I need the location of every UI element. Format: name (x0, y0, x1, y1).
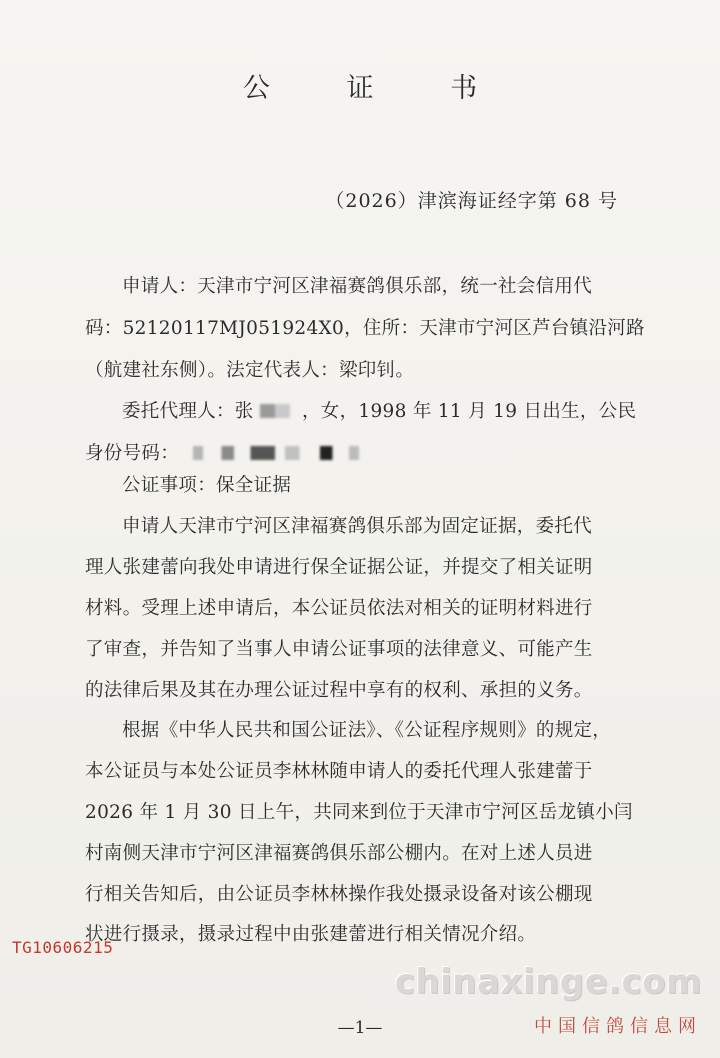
text-line: 申请人天津市宁河区津福赛鸽俱乐部为固定证据，委托代 (122, 516, 593, 537)
text-line: 公证事项：保全证据 (122, 475, 292, 496)
text-line: 理人张建蕾向我处申请进行保全证据公证，并提交了相关证明 (85, 557, 593, 578)
text-line: 根据《中华人民共和国公证法》、《公证程序规则》的规定， (122, 720, 612, 741)
redacted-name (260, 404, 290, 418)
text-line: 村南侧天津市宁河区津福赛鸽俱乐部公棚内。在对上述人员进 (85, 843, 593, 864)
id-label: 身份号码： (85, 443, 180, 464)
text-line: 材料。受理上述申请后，本公证员依法对相关的证明材料进行 (85, 598, 593, 619)
document-number: （2026）津滨海证经字第 68 号 (325, 190, 618, 212)
agent-label: 委托代理人：张 (122, 401, 254, 422)
text-line: 本公证员与本处公证员李林林随申请人的委托代理人张建蕾于 (85, 761, 593, 782)
text-line: 的法律后果及其在办理公证过程中享有的权利、承担的义务。 (85, 680, 593, 701)
document-title: 公 证 书 (242, 73, 512, 104)
text-line: 码：52120117MJ051924X0，住所：天津市宁河区芦台镇沿河路 (85, 318, 645, 339)
text-line: 申请人：天津市宁河区津福赛鸽俱乐部，统一社会信用代 (122, 276, 593, 297)
text-line: 状进行摄录，摄录过程中由张建蕾进行相关情况介绍。 (85, 924, 537, 945)
page-number: —1— (337, 1018, 383, 1038)
agent-details: ，女，1998 年 11 月 19 日出生，公民 (301, 401, 637, 422)
text-line: 了审查，并告知了当事人申请公证事项的法律意义、可能产生 (85, 639, 593, 660)
redacted-id (193, 446, 398, 460)
watermark-domain: chinaxinge.com (394, 962, 702, 1002)
id-line (85, 439, 404, 465)
watermark-site-name: 中国信鸽信息网 (534, 1016, 702, 1037)
agent-line (122, 397, 636, 423)
text-line: 行相关告知后，由公证员李林林操作我处摄录设备对该公棚现 (85, 884, 593, 905)
text-line: 2026 年 1 月 30 日上午，共同来到位于天津市宁河区岳龙镇小闫 (85, 802, 633, 823)
text-line: （航建社东侧）。法定代表人：梁印钊。 (85, 360, 415, 381)
serial-number: TG10606215 (12, 938, 114, 957)
